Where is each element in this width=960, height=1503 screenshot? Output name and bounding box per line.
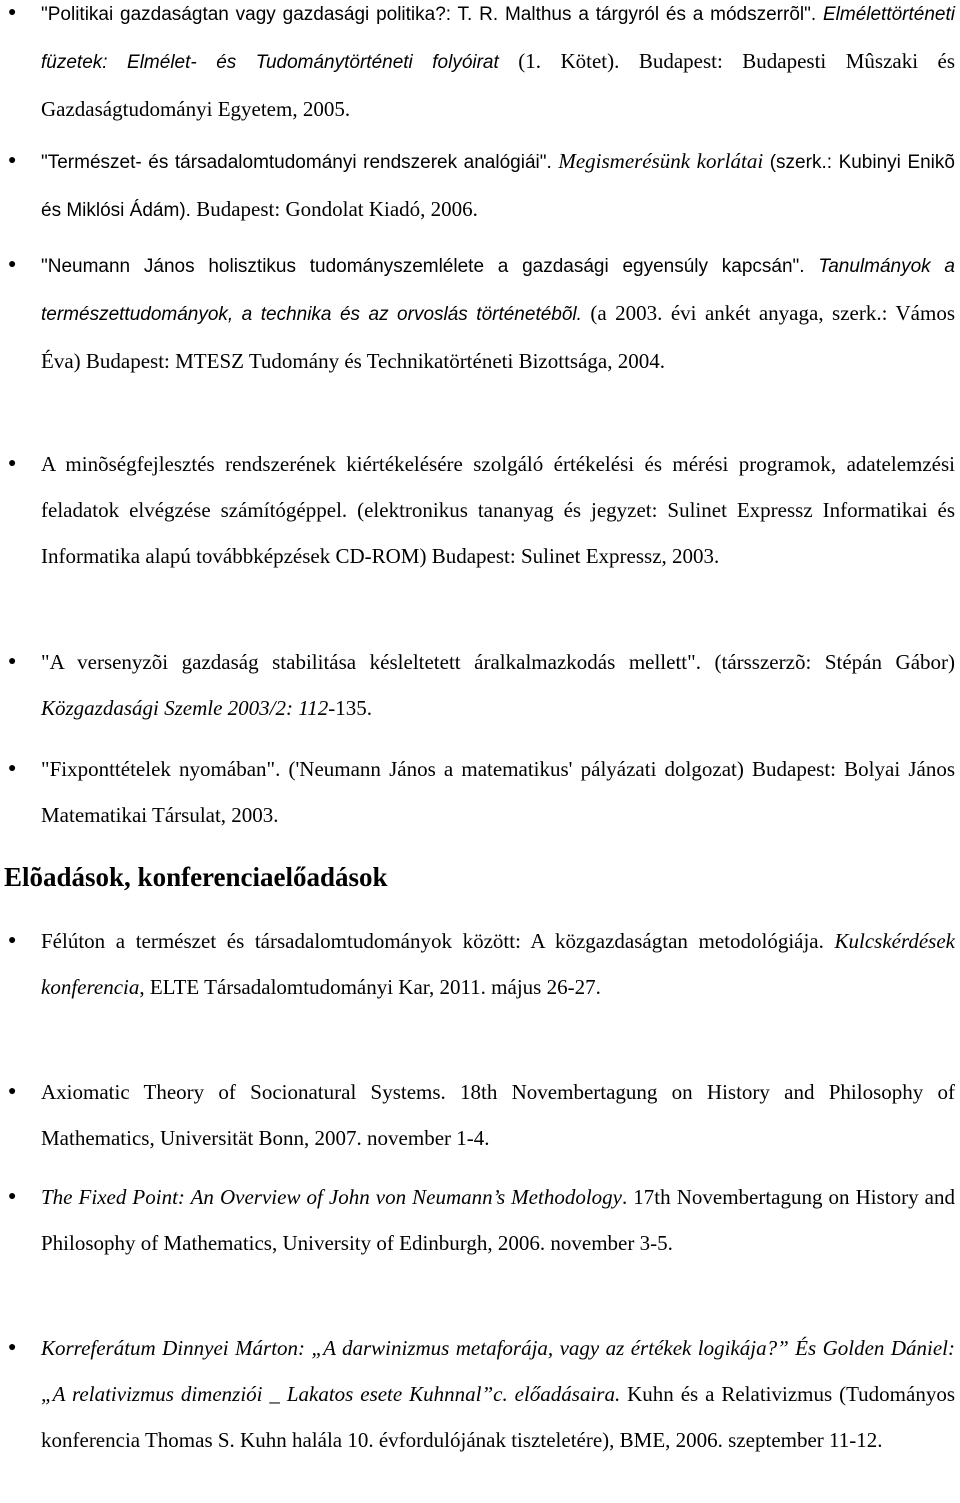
list-item: [8, 1325, 955, 1463]
entry-text: Félúton a természet és társadalomtudományok között: A közgazdaságtan metodológiája.: [41, 929, 835, 953]
entry-text: "A versenyzõi gazdaság stabilitása késleltetett áralkalmazkodás mellett". (társszerzõ: Stépán Gábor): [41, 650, 955, 674]
entry-source: Közgazdasági Szemle 2003/2: 112: [41, 696, 329, 720]
bullet-icon: ●: [8, 654, 17, 669]
bullet-icon: ●: [8, 1189, 17, 1204]
entry-text: : Vámos Éva) Budapest: MTESZ Tudomány és Technikatörténeti Bizottsága, 2004.: [41, 301, 955, 373]
bullet-icon: ●: [8, 933, 17, 948]
entry-text: (a 2003. évi ankét anyaga, szerk.: [581, 301, 882, 325]
list-item: [8, 918, 955, 1010]
list-item: [8, 242, 955, 384]
entry-text: (szerk.: Kubinyi Enikõ és Miklósi Ádám).: [41, 152, 955, 221]
bullet-icon: ●: [8, 5, 17, 20]
bullet-icon: ●: [8, 1084, 17, 1099]
entry-text: "Fixponttételek nyomában". ('Neumann János a matematikus' pályázati dolgozat) Budapest: Bolyai János Matematikai Társulat, 2003.: [41, 757, 955, 827]
entry-text: Axiomatic Theory of Socionatural Systems. 18th Novembertagung on History and Philosophy of Mathematics, Universität Bonn, 2007. november 1-4.: [41, 1080, 955, 1150]
list-item: [8, 138, 955, 234]
entry-text: "Természet- és társadalomtudományi rendszerek analógiái".: [41, 152, 559, 173]
entry-text: . 17th Novembertagung on History and Philosophy of Mathematics, University of Edinburgh, 2006. november 3-5.: [41, 1185, 956, 1255]
entry-title: The Fixed Point: An Overview of John von Neumann’s Methodology: [41, 1185, 622, 1209]
list-item: [8, 0, 955, 132]
entry-text: -135.: [328, 696, 372, 720]
entry-text: A minõségfejlesztés rendszerének kiértékelésére szolgáló értékelési és mérési programok, adatelemzési feladatok elvégzése számítógéppel. (elektronikus tananyag és jegyzet: Sulinet Expressz Informatikai és Informatika alapú továbbképzések CD-ROM) Budapest: Sulinet Expressz, 2003.: [41, 452, 955, 568]
entry-source: Tanulmányok a természettudományok, a technika és az orvoslás történetébõl.: [41, 256, 955, 325]
bullet-icon: ●: [8, 1340, 17, 1355]
entry-source: Megismerésünk korlátai: [558, 149, 764, 173]
entry-text: Budapest: Gondolat Kiadó, 2006.: [196, 197, 478, 221]
list-item: [8, 441, 955, 579]
list-item: [8, 1174, 956, 1266]
section-heading: Elõadások, konferenciaelőadások: [4, 862, 388, 892]
bullet-icon: ●: [8, 761, 17, 776]
entry-source: Kulcskérdések konferencia: [41, 929, 955, 999]
list-item: [8, 639, 955, 731]
entry-text: "Politikai gazdaságtan vagy gazdasági politika?: T. R. Malthus a tárgyról és a módszerrõl".: [41, 4, 823, 25]
entry-source: Elmélettörténeti füzetek: Elmélet- és Tudománytörténeti folyóirat: [41, 4, 955, 73]
list-item: [8, 1069, 955, 1161]
bullet-icon: ●: [8, 153, 17, 168]
bullet-icon: ●: [8, 257, 17, 272]
entry-title: Korreferátum Dinnyei Márton: „A darwinizmus metaforája, vagy az értékek logikája?” És Golden Dániel: „A relativizmus dimenziói _ Lakatos esete Kuhnnal”c. előadásaira.: [41, 1336, 955, 1406]
list-item: [8, 746, 955, 838]
bullet-icon: ●: [8, 456, 17, 471]
entry-text: Kuhn és a Relativizmus (Tudományos konferencia Thomas S. Kuhn halála 10. évfordulójának tiszteletére), BME, 2006. szeptember 11-12.: [41, 1382, 955, 1452]
entry-text: , ELTE Társadalomtudományi Kar, 2011. május 26-27.: [139, 975, 601, 999]
entry-text: "Neumann János holisztikus tudományszemlélete a gazdasági egyensúly kapcsán".: [41, 256, 819, 277]
entry-text: (1. Kötet). Budapest: Budapesti Mûszaki és Gazdaságtudományi Egyetem, 2005.: [41, 49, 955, 121]
